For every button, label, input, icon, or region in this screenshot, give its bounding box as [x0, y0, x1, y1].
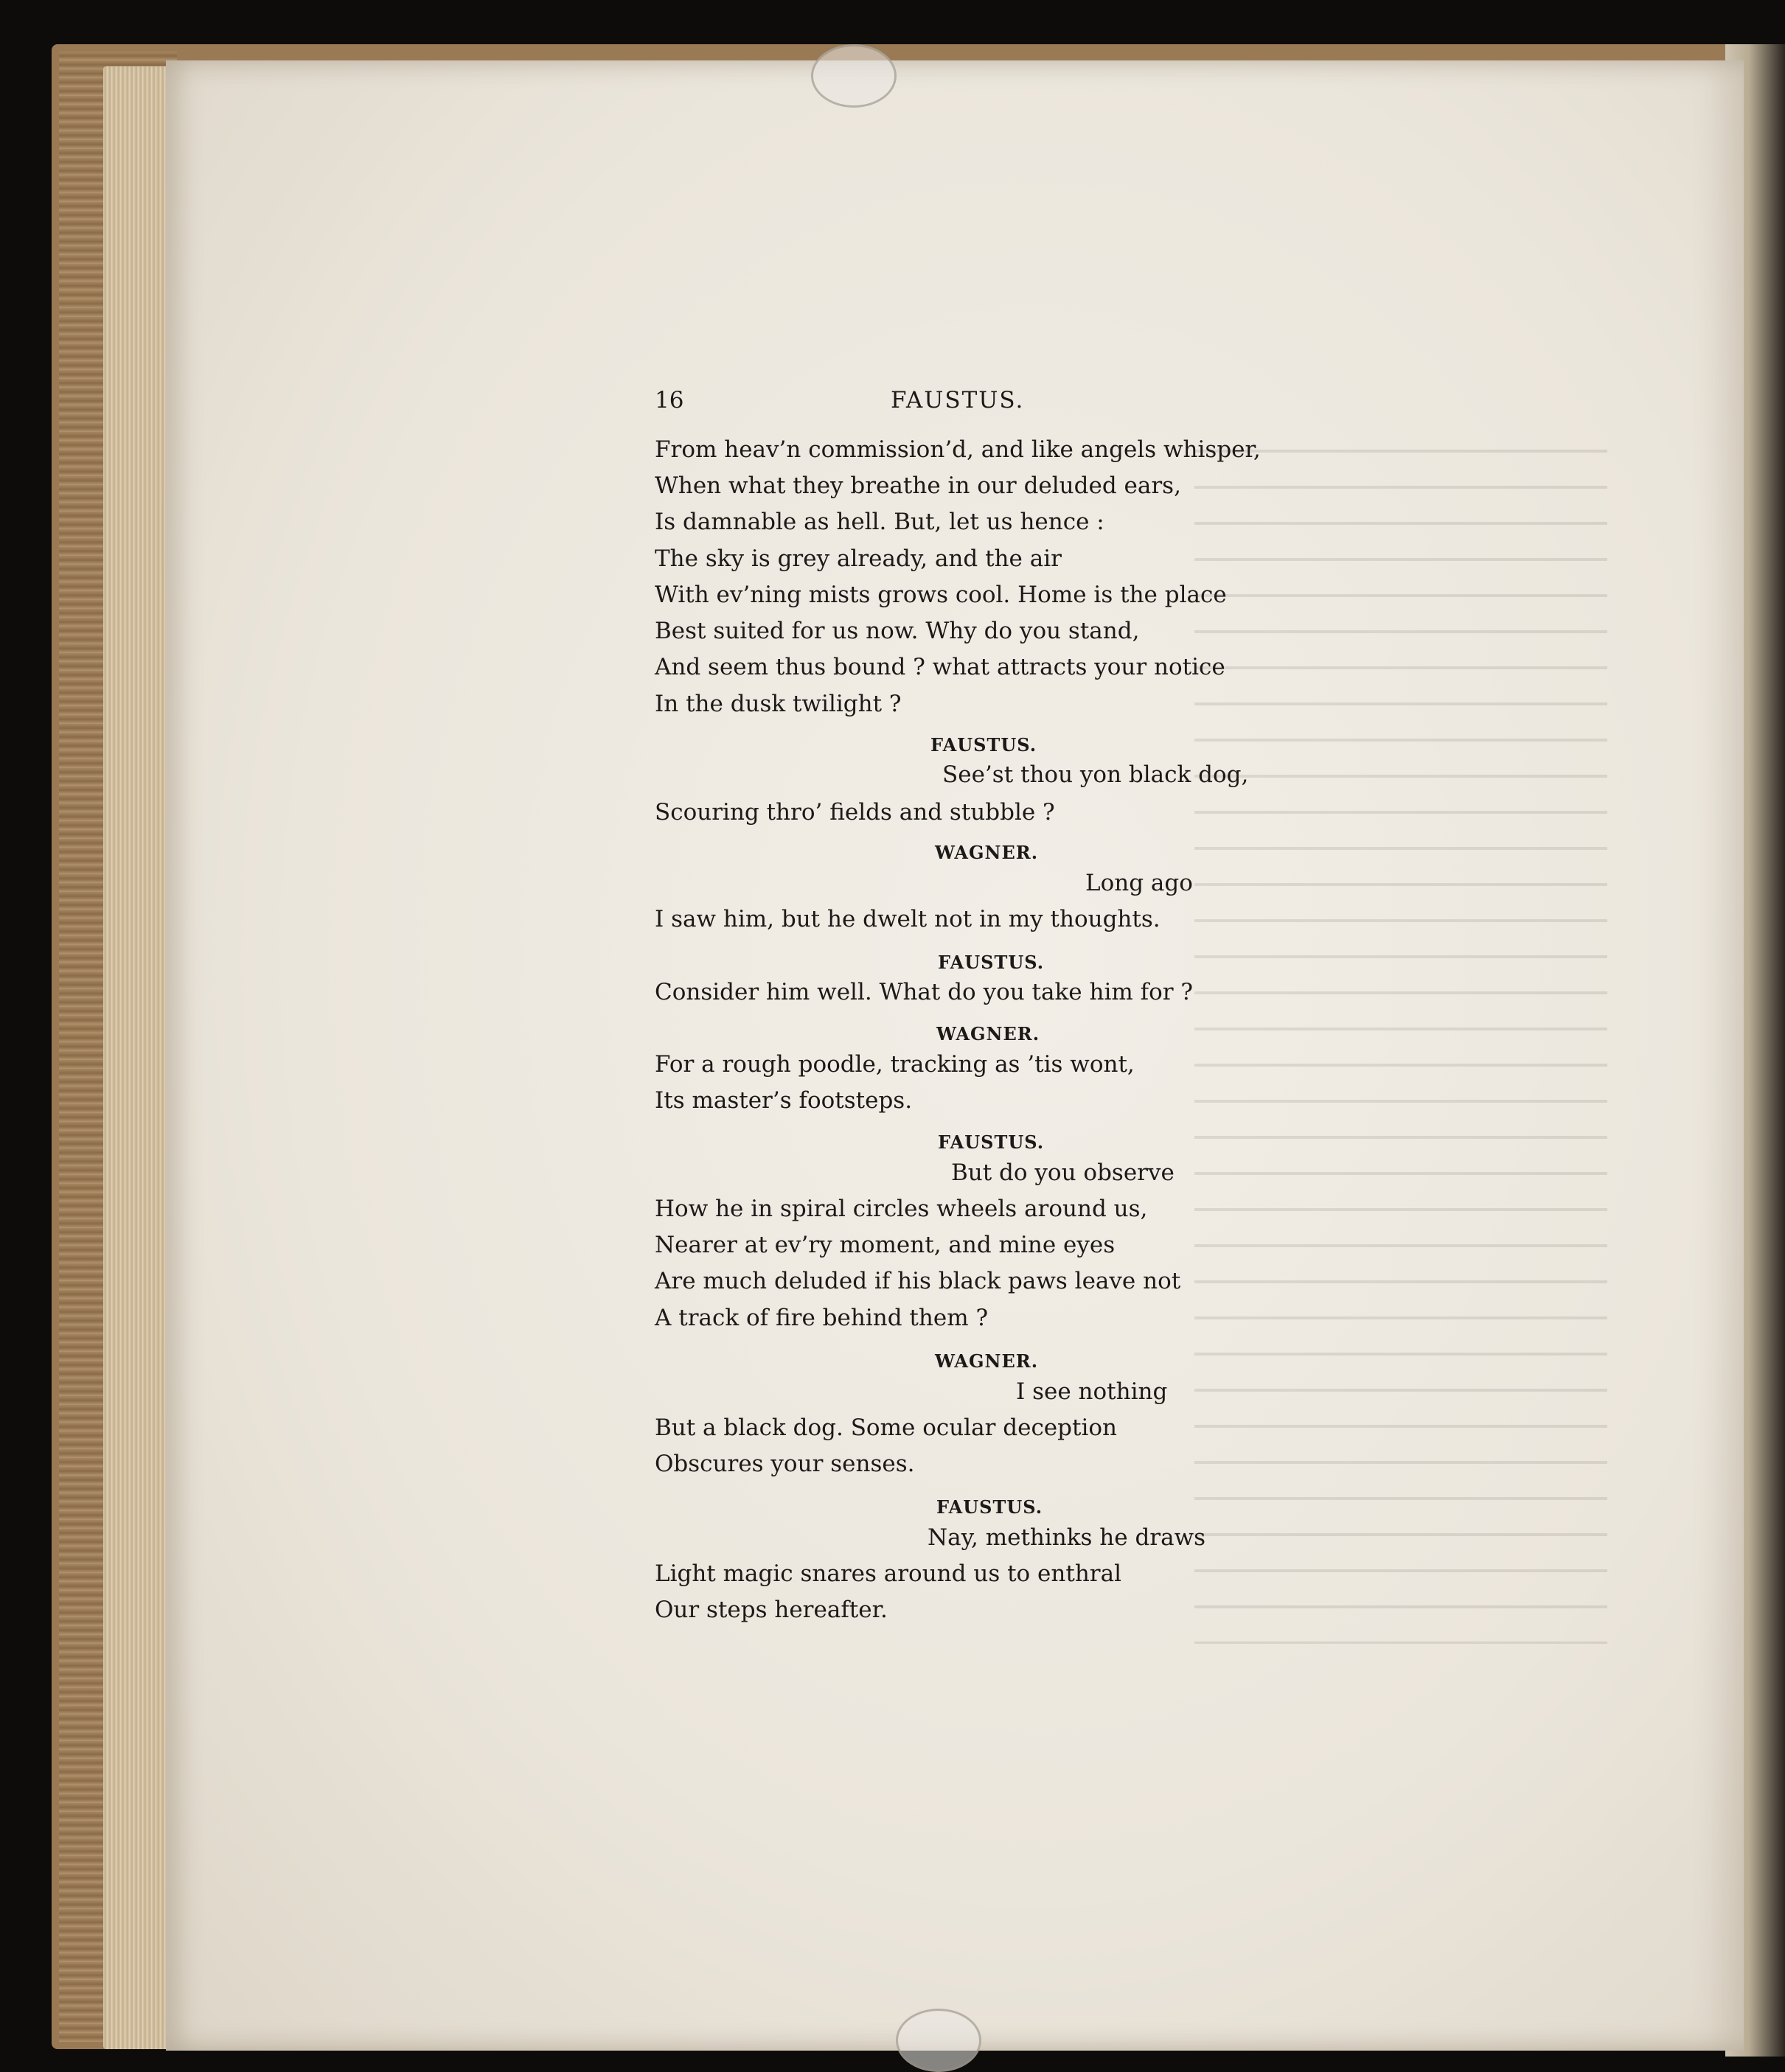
- speaker-label: WAGNER.: [936, 1023, 1040, 1044]
- speaker-label: WAGNER.: [935, 842, 1039, 863]
- show-through-text: [1194, 428, 1607, 1644]
- verse-line: Best suited for us now. Why do you stand,: [655, 618, 1140, 644]
- verse-line: I saw him, but he dwelt not in my thoughts.: [655, 906, 1161, 932]
- verse-line: When what they breathe in our deluded ears,: [655, 472, 1181, 499]
- verse-line: For a rough poodle, tracking as ’tis wont,: [655, 1051, 1135, 1078]
- verse-line: Long ago: [1085, 870, 1193, 896]
- verse-line: See’st thou yon black dog,: [942, 761, 1249, 788]
- verse-line: In the dusk twilight ?: [655, 691, 902, 717]
- speaker-label: FAUSTUS.: [938, 1131, 1045, 1153]
- verse-line: The sky is grey already, and the air: [655, 545, 1062, 572]
- verse-line: I see nothing: [1016, 1378, 1168, 1405]
- speaker-label: FAUSTUS.: [930, 734, 1037, 756]
- speaker-label: FAUSTUS.: [938, 952, 1045, 973]
- verse-line: Consider him well. What do you take him for ?: [655, 979, 1194, 1005]
- running-head: [655, 387, 1304, 419]
- verse-line: Is damnable as hell. But, let us hence :: [655, 509, 1104, 535]
- verse-line: But a black dog. Some ocular deception: [655, 1415, 1117, 1441]
- page-clip-top: [811, 44, 897, 108]
- verse-line: But do you observe: [951, 1159, 1175, 1186]
- verse-line: A track of fire behind them ?: [655, 1305, 989, 1331]
- verse-line: Its master’s footsteps.: [655, 1087, 913, 1114]
- page-number: 16: [655, 387, 684, 414]
- verse-line: And seem thus bound ? what attracts your notice: [655, 654, 1225, 680]
- verse-line: Light magic snares around us to enthral: [655, 1560, 1122, 1587]
- verse-line: From heav’n commission’d, and like angels whisper,: [655, 436, 1261, 463]
- page-clip-bottom: [896, 2009, 981, 2072]
- verse-line: Our steps hereafter.: [655, 1597, 888, 1623]
- verse-line: Obscures your senses.: [655, 1451, 915, 1477]
- verse-line: With ev’ning mists grows cool. Home is the place: [655, 582, 1227, 608]
- verse-line: Nay, methinks he draws: [928, 1524, 1206, 1551]
- verse-line: Nearer at ev’ry moment, and mine eyes: [655, 1232, 1116, 1258]
- verse-line: Scouring thro’ fields and stubble ?: [655, 799, 1055, 826]
- speaker-label: FAUSTUS.: [936, 1496, 1043, 1518]
- speaker-label: WAGNER.: [935, 1350, 1039, 1372]
- verse-line: How he in spiral circles wheels around us,: [655, 1196, 1148, 1222]
- verse-line: Are much deluded if his black paws leave not: [655, 1268, 1181, 1294]
- running-title: FAUSTUS.: [891, 387, 1025, 414]
